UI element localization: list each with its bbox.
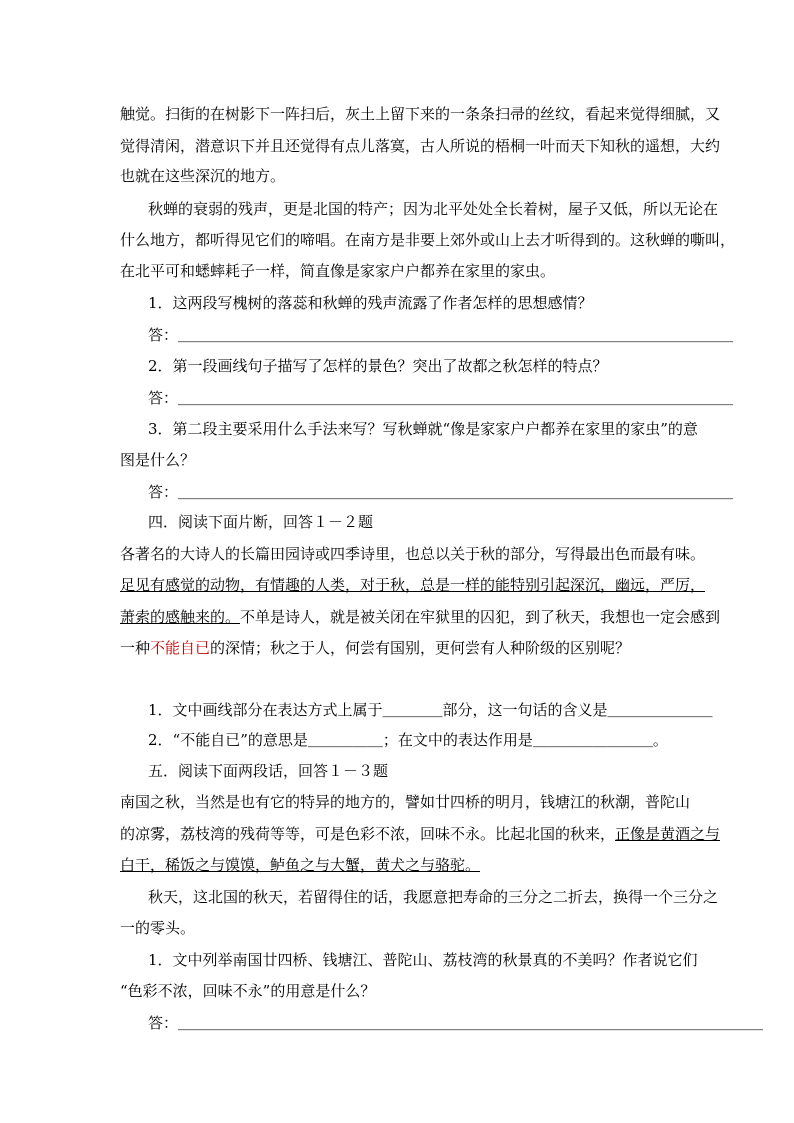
passage-line xyxy=(120,638,630,658)
question-2: 2．第一段画线句子描写了怎样的景色？突出了故都之秋怎样的特点？ xyxy=(148,357,608,375)
answer-blank-1[interactable]: 答：＿＿＿＿＿＿＿＿＿＿＿＿＿＿＿＿＿＿＿＿＿＿＿＿＿＿＿＿＿＿＿＿＿＿＿＿＿ xyxy=(148,326,734,344)
question-3: 3．第二段主要采用什么手法来写？写秋蝉就“像是家家户户都养在家里的家虫”的意 xyxy=(148,420,698,438)
passage-line: 在北平可和蟋蟀耗子一样，简直像是家家户户都养在家里的家虫。 xyxy=(120,262,556,280)
answer-blank-2[interactable]: 答：＿＿＿＿＿＿＿＿＿＿＿＿＿＿＿＿＿＿＿＿＿＿＿＿＿＿＿＿＿＿＿＿＿＿＿＿＿ xyxy=(148,389,734,407)
section-heading: 四．阅读下面片断，回答１－２题 xyxy=(148,513,374,531)
passage-line: 一的零头。 xyxy=(120,919,196,937)
answer-blank[interactable]: 答：＿＿＿＿＿＿＿＿＿＿＿＿＿＿＿＿＿＿＿＿＿＿＿＿＿＿＿＿＿＿＿＿＿＿＿＿＿＿＿ xyxy=(148,1014,764,1032)
passage-line: 什么地方，都听得见它们的啼唱。在南方是非要上郊外或山上去才听得到的。这秋蝉的嘶叫， xyxy=(120,231,736,249)
underlined-line: 足见有感觉的动物，有情趣的人类，对于秋，总是一样的能特别引起深沉，幽远，严厉， xyxy=(120,576,706,594)
passage-line xyxy=(120,607,720,627)
passage-line: 各著名的大诗人的长篇田园诗或四季诗里，也总以关于秋的部分，写得最出色而最有味。 xyxy=(120,545,706,563)
passage-line: 秋蝉的衰弱的残声，更是北国的特产；因为北平处处全长着树，屋子又低，所以无论在 xyxy=(148,200,719,218)
question-1-cont: “色彩不浓，回味不永”的用意是什么？ xyxy=(120,982,376,1000)
question-1: 1．文中列举南国廿四桥、钱塘江、普陀山、荔枝湾的秋景真的不美吗？作者说它们 xyxy=(148,951,698,969)
passage-line: 觉得清闲，潜意识下并且还觉得有点儿落寞，古人所说的梧桐一叶而天下知秋的遥想，大约 xyxy=(120,137,721,155)
passage-line xyxy=(120,824,720,844)
passage-line: 也就在这些深沉的地方。 xyxy=(120,167,286,185)
underlined-line: 白干，稀饭之与馍馍，鲈鱼之与大蟹，黄犬之与骆驼。 xyxy=(120,856,481,874)
passage-text: 一种 xyxy=(120,639,151,657)
question-3-cont: 图是什么？ xyxy=(120,451,196,469)
passage-line: 秋天，这北国的秋天，若留得住的话，我愿意把寿命的三分之二折去，换得一个三分之 xyxy=(148,888,719,906)
question-1: 1．文中画线部分在表达方式上属于＿＿＿＿部分，这一句话的含义是＿＿＿＿＿＿＿ xyxy=(148,701,713,719)
section-heading: 五．阅读下面两段话，回答１－３题 xyxy=(148,762,389,780)
passage-text: 的深情；秋之于人，何尝有国别，更何尝有人种阶级的区别呢？ xyxy=(210,639,631,657)
underlined-text: 萧索的感触来的。 xyxy=(120,608,241,626)
passage-text: 不单是诗人，就是被关闭在牢狱里的囚犯，到了秋天，我想也一定会感到 xyxy=(240,608,721,626)
passage-text: 的凉雾，荔枝湾的残荷等等，可是色彩不浓，回味不永。比起北国的秋来， xyxy=(120,825,616,843)
highlighted-phrase: 不能自已 xyxy=(150,639,211,657)
answer-blank-3[interactable]: 答：＿＿＿＿＿＿＿＿＿＿＿＿＿＿＿＿＿＿＿＿＿＿＿＿＿＿＿＿＿＿＿＿＿＿＿＿＿ xyxy=(148,483,734,501)
passage-line: 南国之秋，当然是也有它的特异的地方的，譬如廿四桥的明月，钱塘江的秋潮，普陀山 xyxy=(120,793,691,811)
question-2: 2．“不能自已”的意思是＿＿＿＿＿；在文中的表达作用是＿＿＿＿＿＿＿＿。 xyxy=(148,731,668,749)
passage-line: 触觉。扫街的在树影下一阵扫后，灰土上留下来的一条条扫帚的丝纹，看起来觉得细腻，又 xyxy=(120,105,721,123)
underlined-text: 正像是黄酒之与 xyxy=(615,825,721,843)
question-1: 1．这两段写槐树的落蕊和秋蝉的残声流露了作者怎样的思想感情？ xyxy=(148,294,593,312)
